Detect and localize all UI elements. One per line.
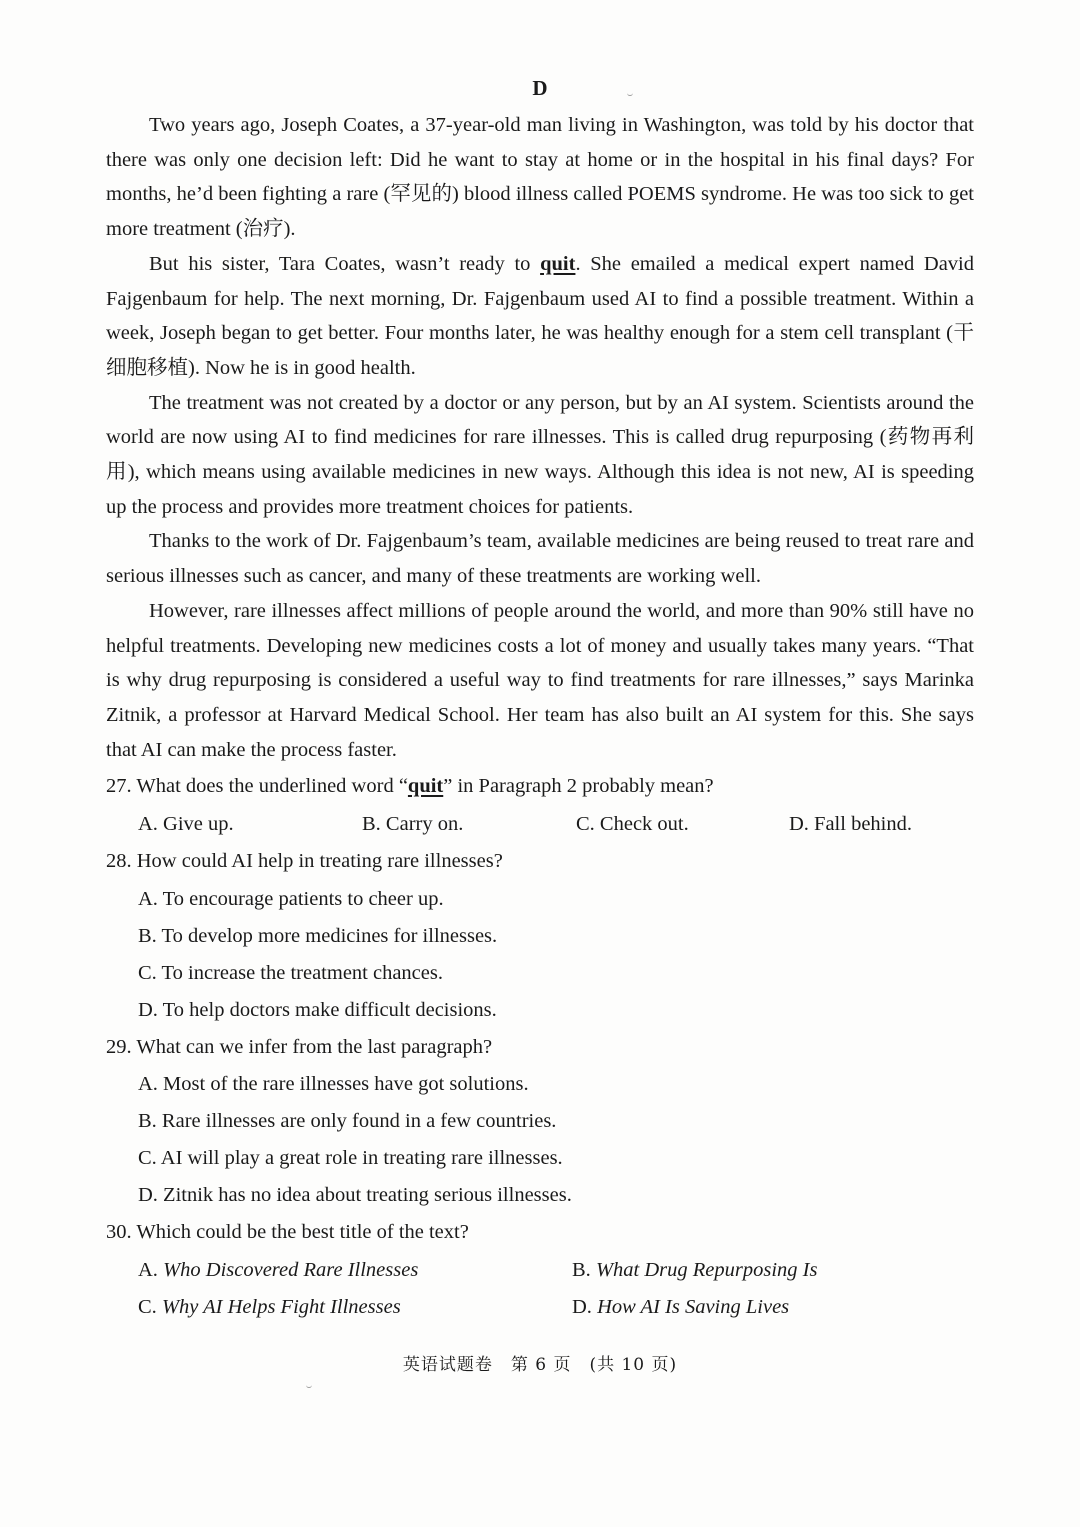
question-30 — [106, 1214, 974, 1327]
options-row — [106, 1289, 974, 1327]
option-d[interactable]: D. Zitnik has no idea about treating serious illnesses. — [138, 1184, 572, 1206]
option-a[interactable]: A. To encourage patients to cheer up. — [138, 887, 444, 910]
paragraph-2: But his sister, Tara Coates, wasn’t ready to quit. She emailed a medical expert named David Fajgenbaum for help. The next morning, Dr. Fajgenbaum used AI to find a possible treatment. Within a week, Joseph began to get better. Four months later, he was healthy enough for a stem cell transplant (干细胞移植). Now he is in good health. — [106, 252, 975, 379]
option-b[interactable]: B. Carry on. — [362, 812, 464, 835]
paragraph-5: However, rare illnesses affect millions of people around the world, and more than 90% still have no helpful treatments. Developing new medicines costs a lot of money and usually takes many years. “That is why drug repurposing is considered a useful way to find treatments for rare illnesses,” says Marinka Zitnik, a professor at Harvard Medical School. Her team has also built an AI system for this. She says that AI can make the process faster. — [106, 599, 974, 761]
paragraph-1: Two years ago, Joseph Coates, a 37-year-old man living in Washington, was told by his doctor that there was only one decision left: Did he want to stay at home or in the hospital in his final days? For months, he’d been fighting a rare (罕见的) blood illness called POEMS syndrome. He was too sick to get more treatment (治疗). — [106, 114, 974, 241]
question-stem: 27. What does the underlined word “quit” in Paragraph 2 probably mean? — [106, 775, 714, 797]
option-c[interactable]: C. Check out. — [576, 812, 689, 835]
question-stem: 30. Which could be the best title of the text? — [106, 1221, 469, 1243]
section-heading: D — [532, 76, 548, 100]
option-b[interactable]: B. To develop more medicines for illnesses. — [138, 924, 498, 947]
reading-passage — [106, 108, 974, 767]
question-29 — [106, 1029, 974, 1215]
options-row — [106, 1252, 974, 1290]
question-list — [106, 768, 974, 1327]
question-stem: 28. How could AI help in treating rare illnesses? — [106, 850, 503, 872]
option-a[interactable]: A. Give up. — [138, 812, 234, 835]
paragraph-3: The treatment was not created by a doctor or any person, but by an AI system. Scientists around the world are now using AI to find medicines for rare illnesses. This is called drug repurposing (药物再利用), which means using available medicines in new ways. Although this idea is not new, AI is speeding up the process and provides more treatment choices for patients. — [106, 391, 974, 518]
options-row — [106, 806, 974, 844]
question-stem: 29. What can we infer from the last paragraph? — [106, 1035, 493, 1058]
option-a[interactable]: A. Most of the rare illnesses have got solutions. — [138, 1073, 529, 1095]
question-28 — [106, 843, 974, 1029]
underlined-word: quit — [407, 775, 444, 797]
underlined-word: quit — [540, 252, 576, 275]
question-27 — [106, 768, 974, 843]
page-footer: 英语试题卷 第 6 页 (共 10 页) — [402, 1355, 678, 1375]
option-b[interactable]: B. What Drug Repurposing Is — [572, 1258, 818, 1281]
option-d[interactable]: D. To help doctors make difficult decisions. — [138, 998, 497, 1021]
option-c[interactable]: C. Why AI Helps Fight Illnesses — [138, 1296, 401, 1318]
option-c[interactable]: C. AI will play a great role in treating rare illnesses. — [138, 1147, 563, 1169]
option-d[interactable]: D. How AI Is Saving Lives — [572, 1296, 790, 1318]
option-b[interactable]: B. Rare illnesses are only found in a few countries. — [138, 1110, 557, 1132]
option-a[interactable]: A. Who Discovered Rare Illnesses — [138, 1258, 419, 1281]
option-d[interactable]: D. Fall behind. — [789, 812, 912, 835]
paragraph-4: Thanks to the work of Dr. Fajgenbaum’s team, available medicines are being reused to treat rare and serious illnesses such as cancer, and many of these treatments are working well. — [106, 530, 974, 588]
scan-mark — [306, 1384, 312, 1388]
option-c[interactable]: C. To increase the treatment chances. — [138, 961, 443, 984]
